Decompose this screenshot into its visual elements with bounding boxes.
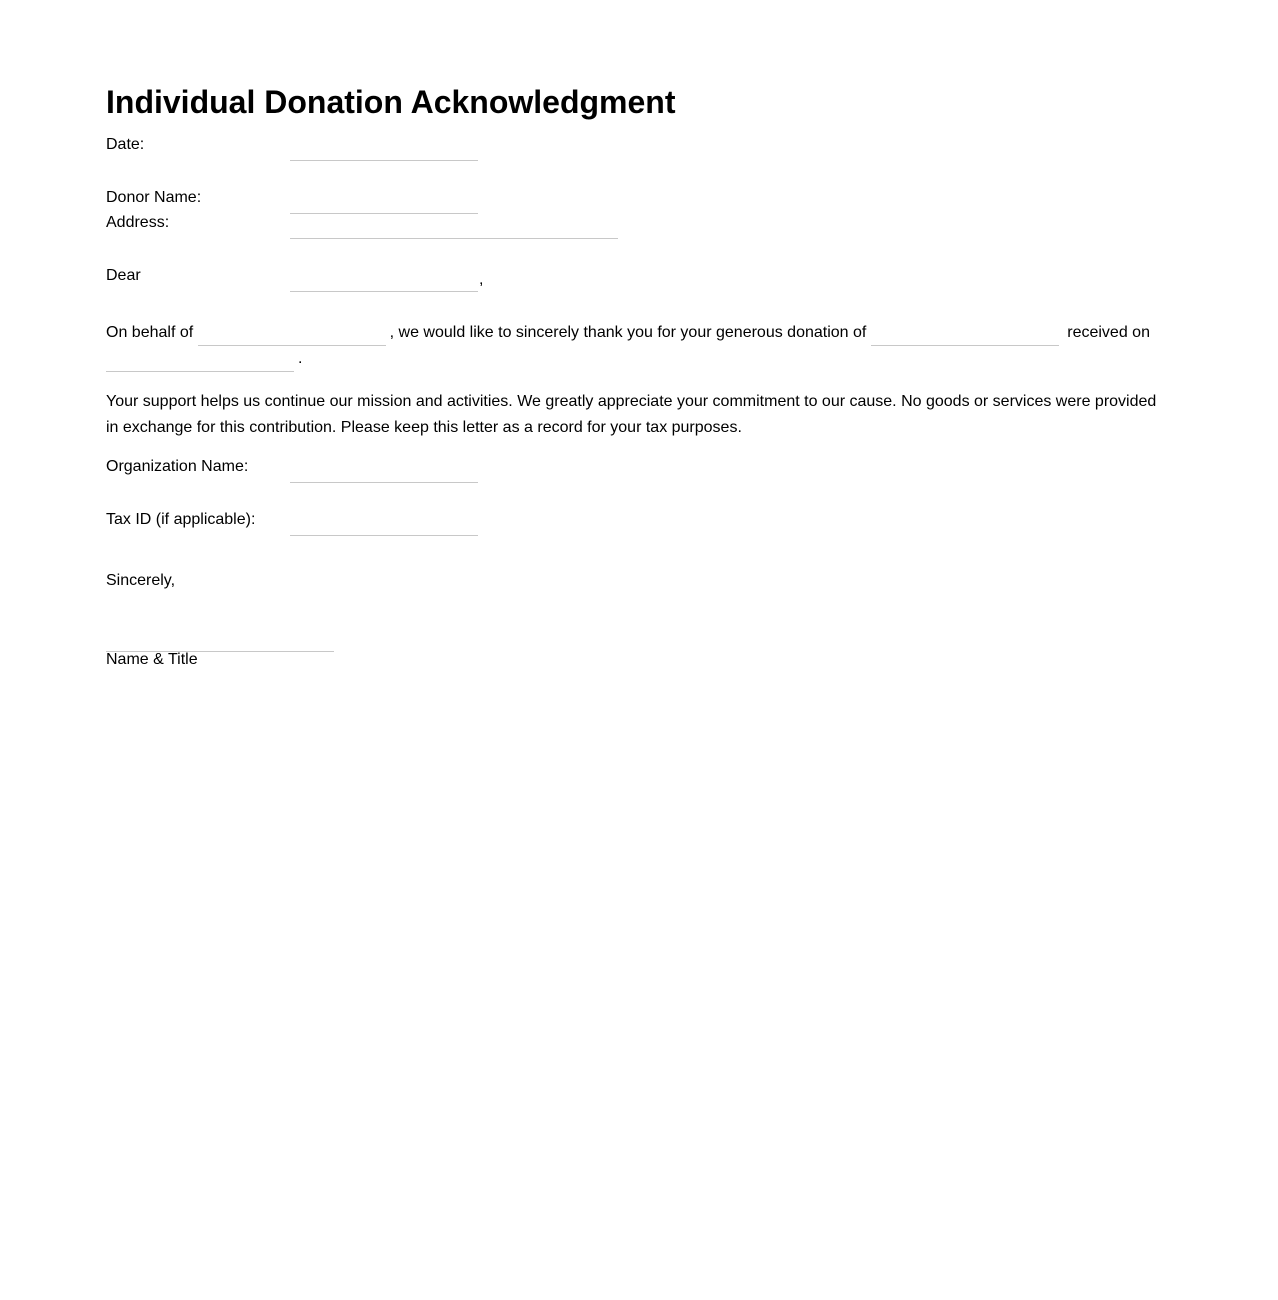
- signature-name-title-label: Name & Title: [106, 651, 198, 668]
- tax-id-label: Tax ID (if applicable):: [106, 511, 256, 528]
- thanks-text-2: , we would like to sincerely thank you for your generous donation of: [389, 324, 867, 341]
- thanks-paragraph: [106, 320, 1166, 372]
- tax-id-field[interactable]: [290, 515, 478, 536]
- thanks-period: .: [298, 350, 303, 367]
- salutation-row: [106, 265, 1166, 287]
- address-row: [106, 212, 1166, 234]
- dear-label: Dear: [106, 267, 141, 284]
- thanks-text-3: received on: [1067, 324, 1150, 341]
- address-field[interactable]: [290, 218, 618, 239]
- page-title: Individual Donation Acknowledgment: [106, 84, 676, 120]
- donor-name-field[interactable]: [290, 193, 478, 214]
- thanks-text-1: On behalf of: [106, 324, 194, 341]
- organization-inline-field[interactable]: [198, 325, 386, 346]
- salutation-comma: ,: [479, 271, 484, 288]
- organization-name-field[interactable]: [290, 462, 478, 483]
- donor-name-label: Donor Name:: [106, 189, 202, 206]
- date-row: [106, 134, 1166, 156]
- date-label: Date:: [106, 136, 145, 153]
- organization-name-label: Organization Name:: [106, 458, 249, 475]
- tax-id-row: [106, 509, 1166, 531]
- date-field[interactable]: [290, 140, 478, 161]
- support-paragraph: Your support helps us continue our mission and activities. We greatly appreciate your commitment to our cause. No goods or services were provided in exchange for this contribution. Please keep this letter as a record for your tax purposes.: [106, 393, 1157, 436]
- closing-sincerely: Sincerely,: [106, 572, 176, 589]
- salutation-name-field[interactable]: [290, 271, 478, 292]
- received-date-field[interactable]: [106, 351, 294, 372]
- donor-name-row: [106, 187, 1166, 209]
- organization-name-row: [106, 456, 1166, 478]
- address-label: Address:: [106, 214, 170, 231]
- donation-amount-field[interactable]: [871, 325, 1059, 346]
